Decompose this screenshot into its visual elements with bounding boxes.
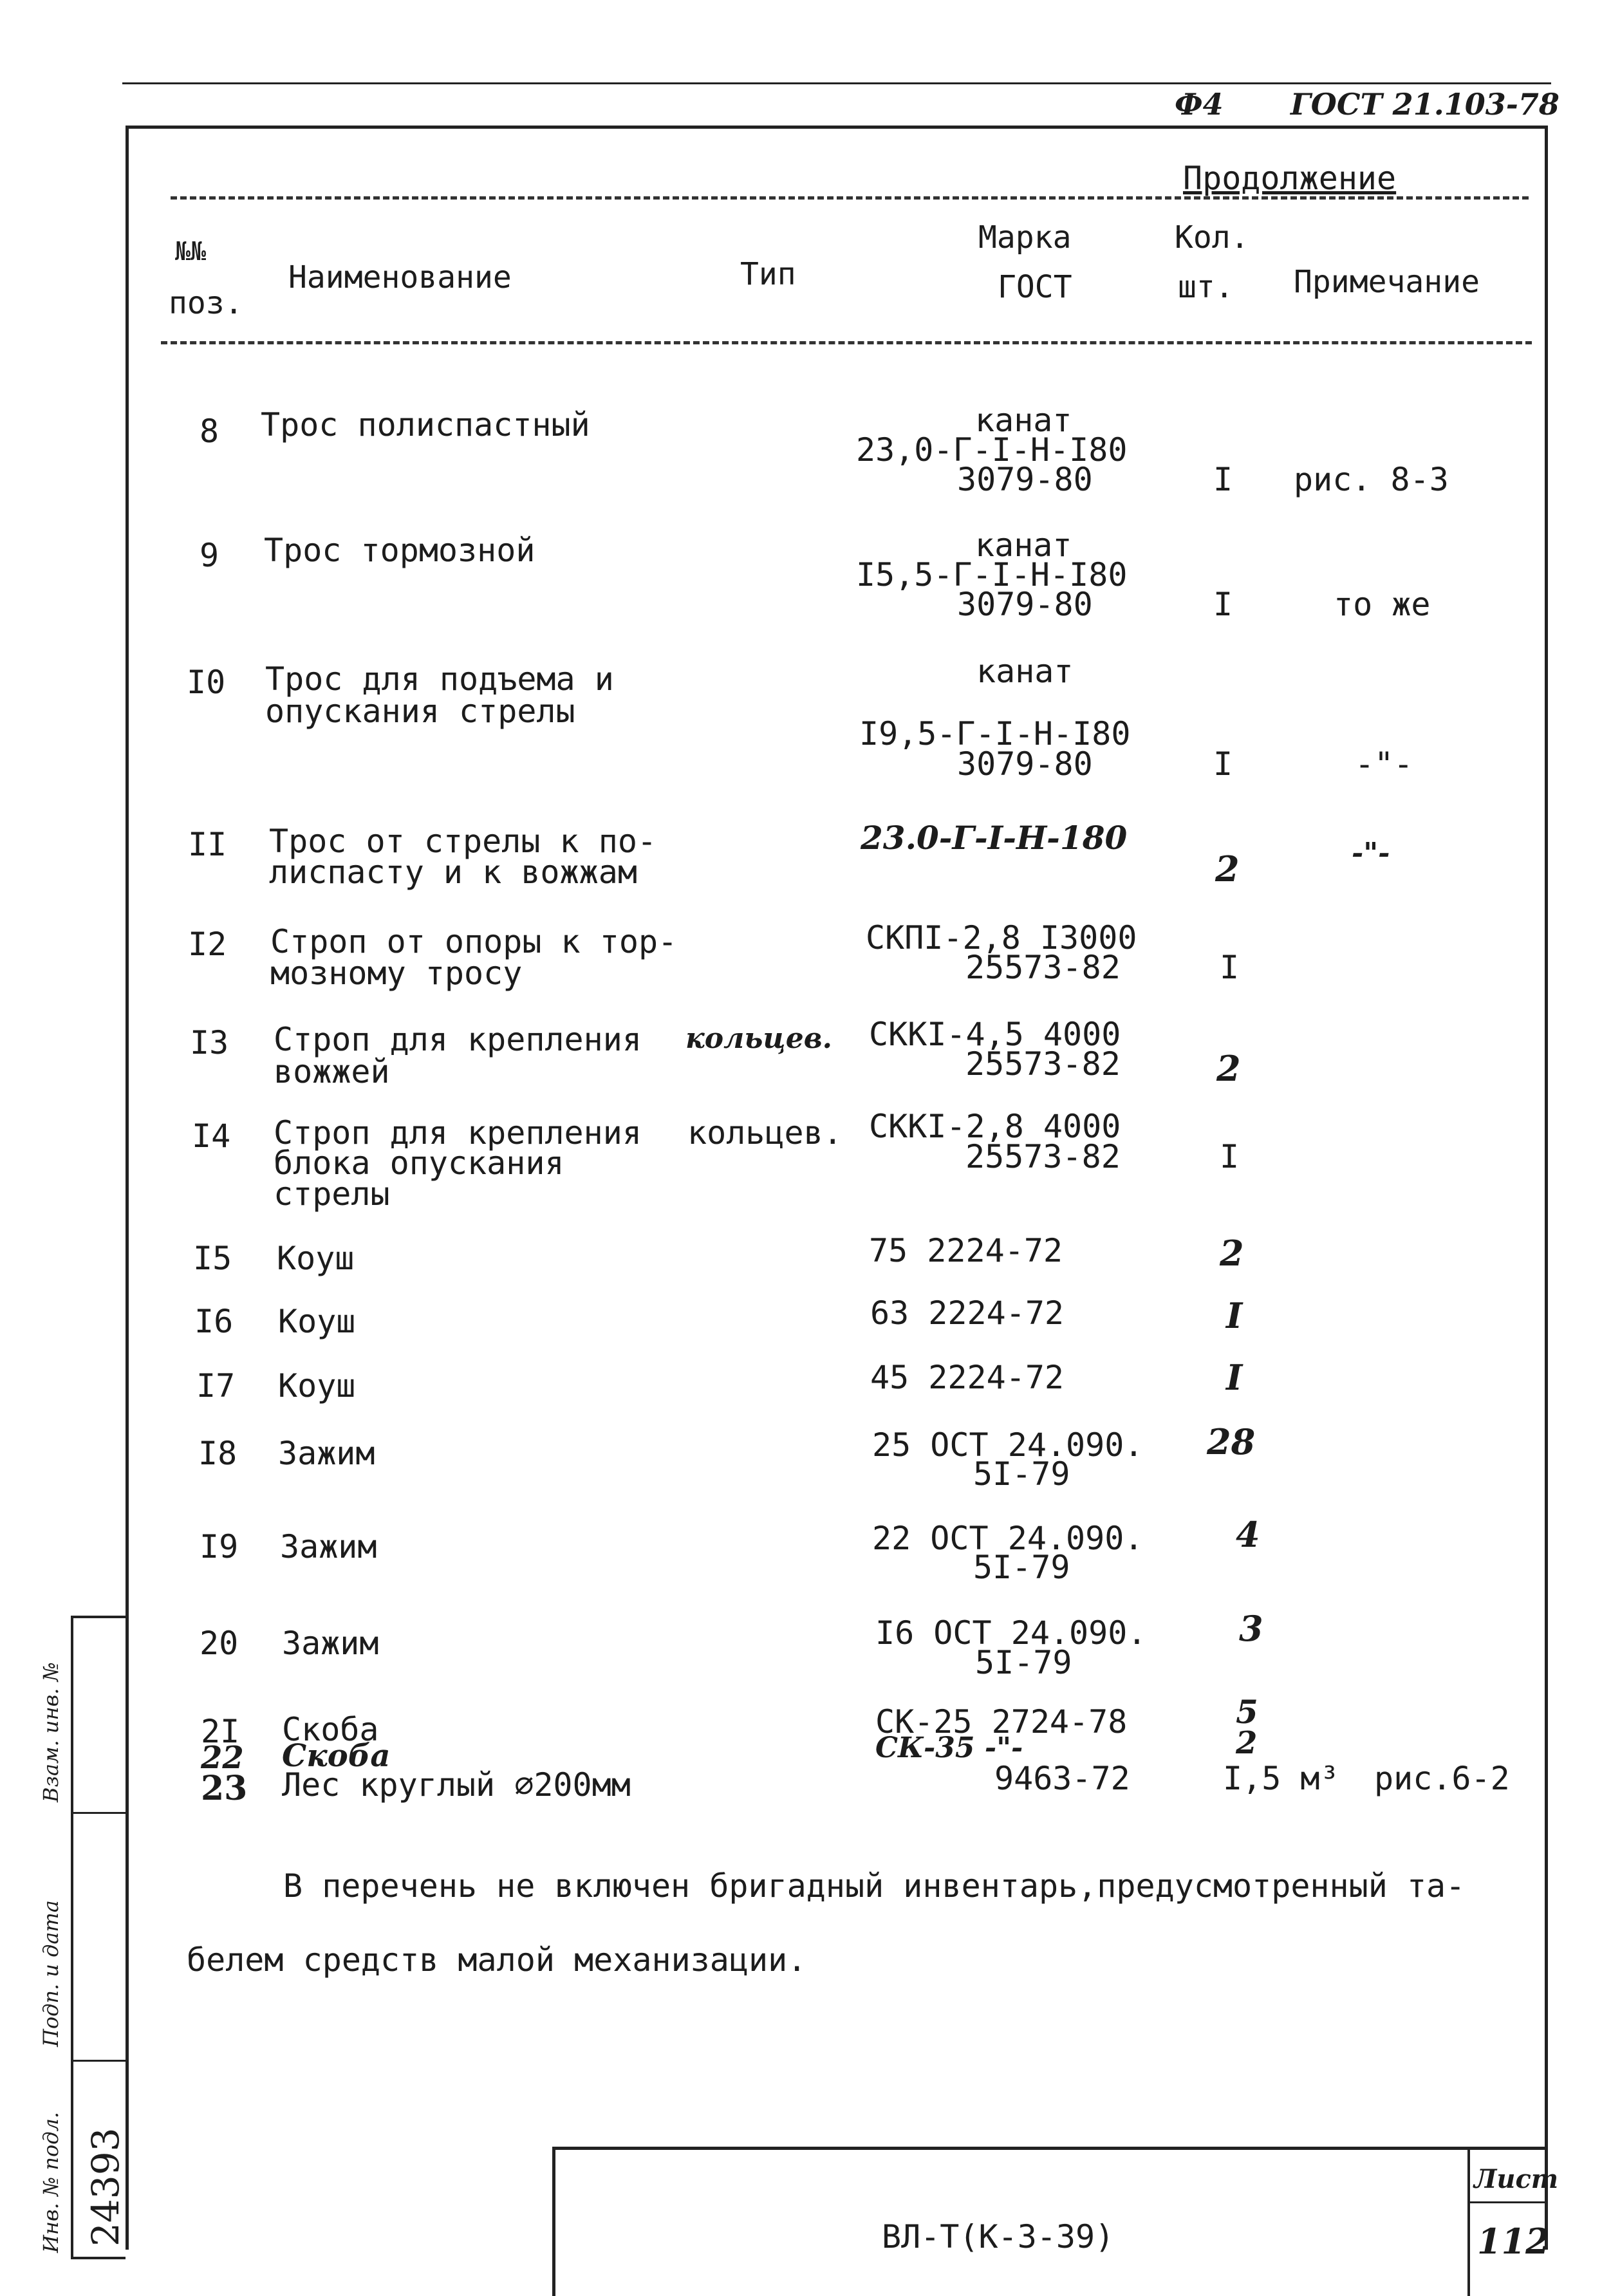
row-10-mark-1: канат bbox=[976, 653, 1074, 690]
gost-label: ГОСТ 21.103-78 bbox=[1290, 87, 1560, 122]
row-17-pos: I7 bbox=[196, 1367, 236, 1405]
row-17-name: Коуш bbox=[278, 1367, 356, 1405]
row-14-name-2: блока опускания bbox=[274, 1144, 564, 1182]
row-11-pos: II bbox=[188, 826, 227, 863]
stamp-label-2: Подп. и дата bbox=[39, 1900, 63, 2047]
row-20-pos: 20 bbox=[200, 1625, 239, 1662]
sheet-number: 112 bbox=[1477, 2221, 1550, 2262]
row-9-mark-1: канат bbox=[975, 527, 1072, 564]
format-label: Ф4 bbox=[1175, 87, 1224, 122]
row-10-name-1: Трос для подъема и bbox=[265, 660, 614, 698]
row-13-name-2: вожжей bbox=[274, 1053, 390, 1090]
doc-code: ВЛ-Т(К-3-39) bbox=[882, 2218, 1115, 2255]
col-qty-2: шт. bbox=[1178, 269, 1234, 305]
stamp-inv-number: 24393 bbox=[84, 2127, 127, 2246]
footnote-line-1: В перечень не включен бригадный инвентарь,предусмотренный та- bbox=[283, 1867, 1466, 1905]
row-13-mark-1: СККI-4,5 4000 bbox=[869, 1016, 1121, 1053]
row-8-mark-1: канат bbox=[975, 402, 1072, 439]
row-11-name-1: Трос от стрелы к по- bbox=[269, 823, 657, 860]
top-rule bbox=[122, 82, 1551, 84]
row-14-name-3: стрелы bbox=[274, 1175, 390, 1213]
row-13-pos: I3 bbox=[190, 1024, 229, 1061]
row-22-pos: 22 bbox=[201, 1740, 244, 1776]
row-12-name-1: Строп от опоры к тор- bbox=[270, 923, 678, 960]
row-14-type: кольцев. bbox=[687, 1114, 843, 1152]
row-21-name: Скоба bbox=[282, 1711, 379, 1748]
row-20-mark-1: I6 ОСТ 24.090. bbox=[875, 1614, 1147, 1652]
row-18-pos: I8 bbox=[198, 1435, 237, 1472]
footnote-line-2: белем средств малой механизации. bbox=[187, 1941, 807, 1979]
row-21-mark: СК-25 2724-78 bbox=[875, 1703, 1128, 1741]
row-13-name-1: Строп для крепления bbox=[274, 1021, 642, 1058]
row-19-qty: 4 bbox=[1236, 1514, 1260, 1555]
row-8-pos: 8 bbox=[200, 413, 219, 450]
row-18-mark-1: 25 ОСТ 24.090. bbox=[872, 1426, 1144, 1464]
row-8-mark-3: 3079-80 bbox=[957, 461, 1093, 498]
col-mark-2: ГОСТ bbox=[998, 269, 1072, 305]
row-11-qty: 2 bbox=[1215, 848, 1240, 890]
row-9-pos: 9 bbox=[200, 537, 219, 574]
row-17-mark: 45 2224-72 bbox=[870, 1359, 1065, 1396]
row-21-qty: 5 bbox=[1236, 1693, 1258, 1731]
col-type: Тип bbox=[740, 256, 796, 292]
row-10-name-2: опускания стрелы bbox=[265, 693, 575, 730]
row-20-mark-2: 5I-79 bbox=[975, 1644, 1072, 1681]
row-9-mark-3: 3079-80 bbox=[957, 586, 1093, 623]
continuation-label: Продолжение bbox=[1183, 160, 1397, 197]
sheet-label: Лист bbox=[1474, 2164, 1559, 2194]
row-16-qty: I bbox=[1226, 1295, 1243, 1336]
row-18-mark-2: 5I-79 bbox=[973, 1455, 1070, 1493]
row-22-mark: СК-35 -"- bbox=[875, 1731, 1023, 1764]
row-16-mark: 63 2224-72 bbox=[870, 1294, 1065, 1332]
row-8-mark-2: 23,0-Г-I-Н-I80 bbox=[856, 431, 1128, 469]
row-12-pos: I2 bbox=[188, 926, 227, 963]
row-17-qty: I bbox=[1226, 1357, 1243, 1398]
row-15-qty: 2 bbox=[1220, 1233, 1244, 1274]
stamp-label-1: Инв. № подл. bbox=[39, 2111, 63, 2253]
row-14-name-1: Строп для крепления bbox=[274, 1114, 642, 1152]
col-mark-1: Марка bbox=[978, 219, 1072, 256]
stamp-div-2 bbox=[71, 2060, 126, 2062]
row-15-name: Коуш bbox=[277, 1240, 355, 1277]
row-14-pos: I4 bbox=[192, 1117, 231, 1155]
header-bottom-dash bbox=[161, 341, 1532, 344]
row-9-mark-2: I5,5-Г-I-Н-I80 bbox=[856, 556, 1128, 593]
row-20-name: Зажим bbox=[282, 1625, 379, 1662]
row-10-qty: I bbox=[1213, 745, 1233, 783]
row-12-mark-1: СКПI-2,8 I3000 bbox=[866, 919, 1137, 957]
col-name: Наименование bbox=[288, 259, 512, 295]
row-19-name: Зажим bbox=[280, 1528, 377, 1565]
row-14-mark-2: 25573-82 bbox=[965, 1138, 1121, 1175]
row-9-qty: I bbox=[1213, 586, 1233, 623]
row-23-pos: 23 bbox=[201, 1769, 248, 1808]
row-8-name: Трос полиспастный bbox=[261, 406, 590, 443]
row-23-qty: I,5 м³ bbox=[1223, 1760, 1339, 1797]
row-15-mark: 75 2224-72 bbox=[869, 1232, 1063, 1269]
row-12-mark-2: 25573-82 bbox=[965, 949, 1121, 986]
row-13-qty: 2 bbox=[1216, 1048, 1241, 1089]
row-13-mark-2: 25573-82 bbox=[965, 1045, 1121, 1083]
row-23-note: рис.6-2 bbox=[1374, 1760, 1510, 1797]
row-11-mark: 23.0-Г-I-Н-180 bbox=[861, 819, 1128, 857]
stamp-label-3: Взам. инв. № bbox=[39, 1662, 63, 1802]
row-19-mark-1: 22 ОСТ 24.090. bbox=[872, 1520, 1144, 1557]
row-21-pos: 2I bbox=[201, 1713, 240, 1750]
row-14-qty: I bbox=[1220, 1138, 1240, 1175]
row-16-name: Коуш bbox=[278, 1303, 356, 1340]
header-top-dash bbox=[171, 196, 1529, 200]
col-note: Примечание bbox=[1294, 264, 1480, 300]
row-9-note: то же bbox=[1334, 586, 1431, 623]
title-block-top bbox=[554, 2147, 1548, 2150]
row-18-qty: 28 bbox=[1207, 1421, 1256, 1462]
row-10-mark-3: 3079-80 bbox=[957, 745, 1093, 783]
row-22-qty: 2 bbox=[1236, 1725, 1258, 1761]
row-12-qty: I bbox=[1220, 949, 1240, 986]
row-9-name: Трос тормозной bbox=[264, 532, 535, 569]
sheet-cell-left bbox=[1467, 2147, 1470, 2296]
row-14-mark-1: СККI-2,8 4000 bbox=[869, 1108, 1121, 1145]
row-20-qty: 3 bbox=[1239, 1608, 1263, 1649]
row-18-name: Зажим bbox=[278, 1435, 375, 1472]
row-10-pos: I0 bbox=[187, 664, 226, 701]
row-23-mark: 9463-72 bbox=[994, 1760, 1130, 1797]
stamp-div-1 bbox=[71, 1812, 126, 1814]
row-19-pos: I9 bbox=[200, 1528, 239, 1565]
col-pos-2: поз. bbox=[169, 285, 243, 321]
row-19-mark-2: 5I-79 bbox=[973, 1549, 1070, 1586]
row-10-note: -"- bbox=[1355, 745, 1413, 783]
sheet-cell-mid bbox=[1467, 2201, 1548, 2203]
row-15-pos: I5 bbox=[193, 1240, 232, 1277]
row-8-qty: I bbox=[1213, 461, 1233, 498]
row-11-name-2: лиспасту и к вожжам bbox=[269, 854, 637, 891]
row-11-note: -"- bbox=[1352, 837, 1390, 870]
row-16-pos: I6 bbox=[194, 1303, 234, 1340]
col-qty-1: Кол. bbox=[1175, 219, 1249, 256]
row-22-name: Скоба bbox=[282, 1738, 391, 1774]
row-13-type: кольцев. bbox=[685, 1022, 832, 1055]
row-12-name-2: мозному тросу bbox=[270, 955, 523, 992]
title-block-left bbox=[552, 2147, 555, 2296]
row-8-note: рис. 8-3 bbox=[1294, 461, 1449, 498]
row-23-name: Лес круглый ∅200мм bbox=[282, 1766, 631, 1804]
col-pos-1: №№ bbox=[175, 237, 207, 266]
row-10-mark-2: I9,5-Г-I-Н-I80 bbox=[859, 715, 1131, 752]
